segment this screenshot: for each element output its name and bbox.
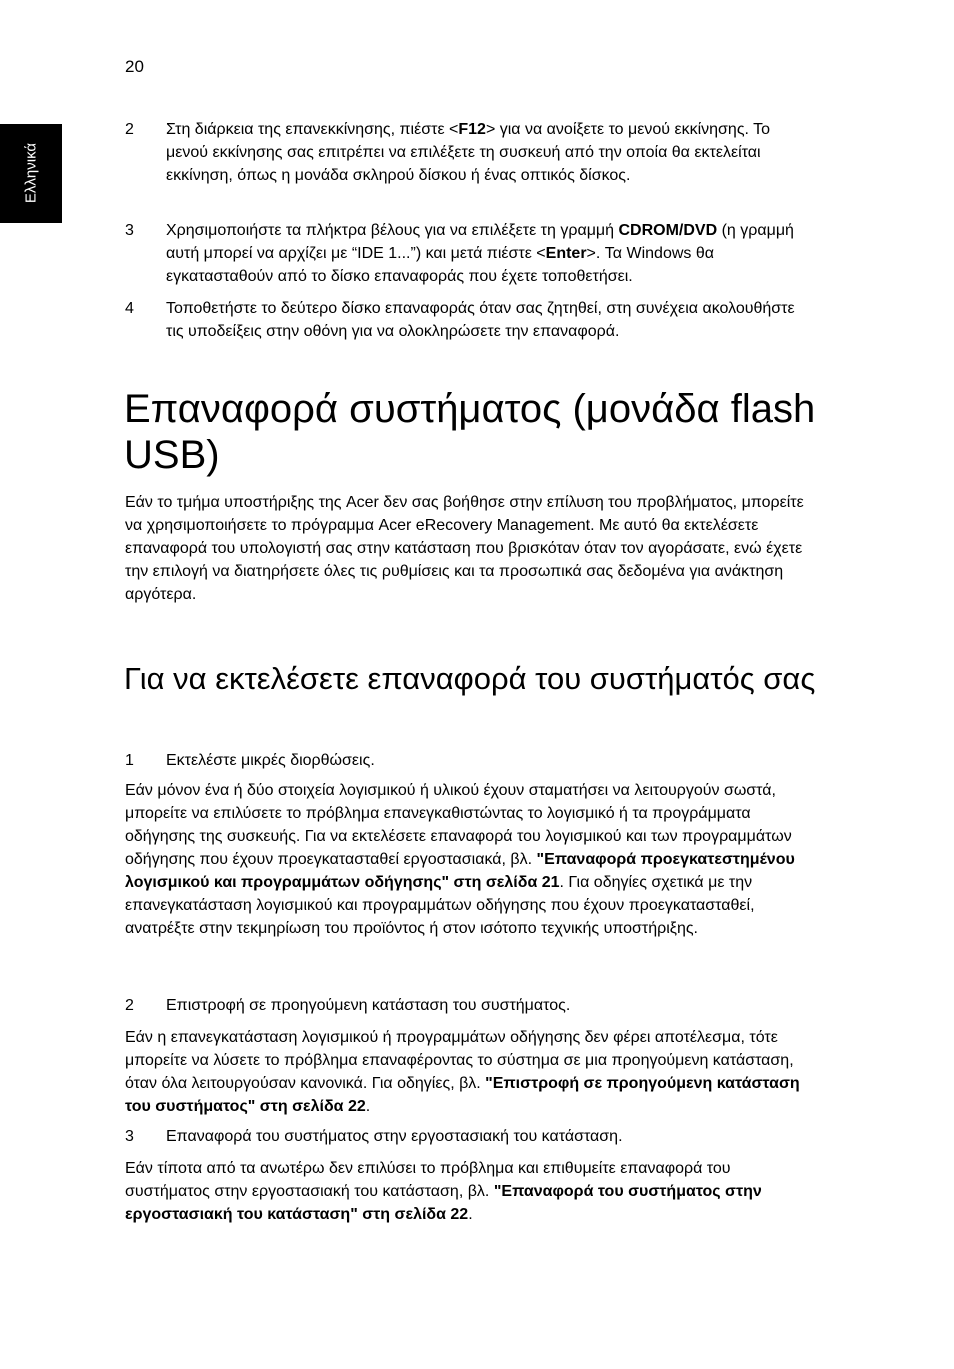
- step-item: [125, 1125, 815, 1148]
- step-number: 2: [125, 997, 134, 1014]
- step-number: 4: [125, 300, 134, 317]
- page-number: 20: [125, 57, 144, 76]
- section-heading: Επαναφορά συστήματος (μονάδα flash USB): [124, 387, 816, 477]
- key-name: Enter: [545, 245, 587, 262]
- cross-reference-link[interactable]: "Επαναφορά του συστήματος στην εργοστασιακή του κατάσταση" στη σελίδα 22: [125, 1183, 762, 1223]
- menu-entry-name: CDROM/DVD: [618, 222, 718, 239]
- cross-reference-link[interactable]: "Επαναφορά προεγκατεστημένου λογισμικού και προγραμμάτων οδήγησης" στη σελίδα 21: [125, 851, 795, 891]
- step-text: Στη διάρκεια της επανεκκίνησης, πιέστε <F12> για να ανοίξετε το μενού εκκίνησης. Το μενού εκκίνησης σας επιτρέπει να επιλέξετε τη συσκευή από την οποία θα εκτελείται εκκίνηση, όπως η μονάδα σκληρού δίσκου ή ένας οπτικός δίσκος.: [166, 121, 771, 184]
- body-paragraph: Εάν τίποτα από τα ανωτέρω δεν επιλύσει το πρόβλημα και επιθυμείτε επαναφορά του συστήματος στην εργοστασιακή του κατάσταση, βλ. "Επαναφορά του συστήματος στην εργοστασιακή του κατάσταση" στη σελίδα 22.: [125, 1160, 762, 1223]
- body-paragraph: Εάν μόνον ένα ή δύο στοιχεία λογισμικού ή υλικού έχουν σταματήσει να λειτουργούν σωστά, μπορείτε να επιλύσετε το πρόβλημα επανεγκαθιστώντας το λογισμικό ή τα προγράμματα οδήγησης της συσκευής. Για να εκτελέσετε επαναφορά του λογισμικού και των προγραμμάτων οδήγησης που έχουν προεγκατασταθεί εργοστασιακά, βλ. "Επαναφορά προεγκατεστημένου λογισμικού και προγραμμάτων οδήγησης" στη σελίδα 21. Για οδηγίες σχετικά με την επανεγκατάσταση λογισμικού και προγραμμάτων οδήγησης που έχουν προεγκατασταθεί, ανατρέξτε στην τεκμηρίωση του προϊόντος ή στον ισότοπο τεχνικής υποστήριξης.: [125, 782, 795, 937]
- step-item: [125, 118, 815, 187]
- body-paragraph: Εάν η επανεγκατάσταση λογισμικού ή προγραμμάτων οδήγησης δεν φέρει αποτέλεσμα, τότε μπορείτε να λύσετε το πρόβλημα επαναφέροντας το σύστημα σε μια προηγούμενη κατάσταση, όταν όλα λειτουργούσαν κανονικά. Για οδηγίες, βλ. "Επιστροφή σε προηγούμενη κατάσταση του συστήματος" στη σελίδα 22.: [125, 1029, 800, 1115]
- step-text: Επαναφορά του συστήματος στην εργοστασιακή του κατάσταση.: [166, 1128, 623, 1145]
- step-number: 2: [125, 121, 134, 138]
- step-item: [125, 994, 815, 1017]
- step-text: Χρησιμοποιήστε τα πλήκτρα βέλους για να επιλέξετε τη γραμμή CDROM/DVD (η γραμμή αυτή μπορεί να αρχίζει με “IDE 1...”) και μετά πιέστε <Enter>. Τα Windows θα εγκατασταθούν από το δίσκο επαναφοράς που έχετε τοποθετήσει.: [166, 222, 794, 285]
- step-number: 3: [125, 1128, 134, 1145]
- step-number: 1: [125, 752, 134, 769]
- key-name: F12: [458, 121, 486, 138]
- language-label: Ελληνικά: [22, 142, 40, 204]
- step-text: Επιστροφή σε προηγούμενη κατάσταση του συστήματος.: [166, 997, 571, 1014]
- language-side-tab: [0, 124, 62, 223]
- cross-reference-link[interactable]: "Επιστροφή σε προηγούμενη κατάσταση του συστήματος" στη σελίδα 22: [125, 1075, 800, 1115]
- step-text: Εκτελέστε μικρές διορθώσεις.: [166, 752, 375, 769]
- step-item: [125, 297, 815, 343]
- step-item: [125, 219, 815, 288]
- subsection-heading: Για να εκτελέσετε επαναφορά του συστήματός σας: [124, 661, 816, 696]
- step-text: Τοποθετήστε το δεύτερο δίσκο επαναφοράς όταν σας ζητηθεί, στη συνέχεια ακολουθήστε τις υποδείξεις στην οθόνη για να ολοκληρώσετε την επαναφορά.: [166, 300, 795, 340]
- intro-paragraph: Εάν το τμήμα υποστήριξης της Acer δεν σας βοήθησε στην επίλυση του προβλήματος, μπορείτε να χρησιμοποιήσετε το πρόγραμμα Acer eRecovery Management. Με αυτό θα εκτελέσετε επαναφορά του υπολογιστή σας στην κατάσταση που βρισκόταν όταν τον αγοράσατε, ενώ έχετε την επιλογή να διατηρήσετε όλες τις ρυθμίσεις και τα προσωπικά σας δεδομένα για ανάκτηση αργότερα.: [125, 494, 804, 603]
- step-item: [125, 749, 815, 772]
- step-number: 3: [125, 222, 134, 239]
